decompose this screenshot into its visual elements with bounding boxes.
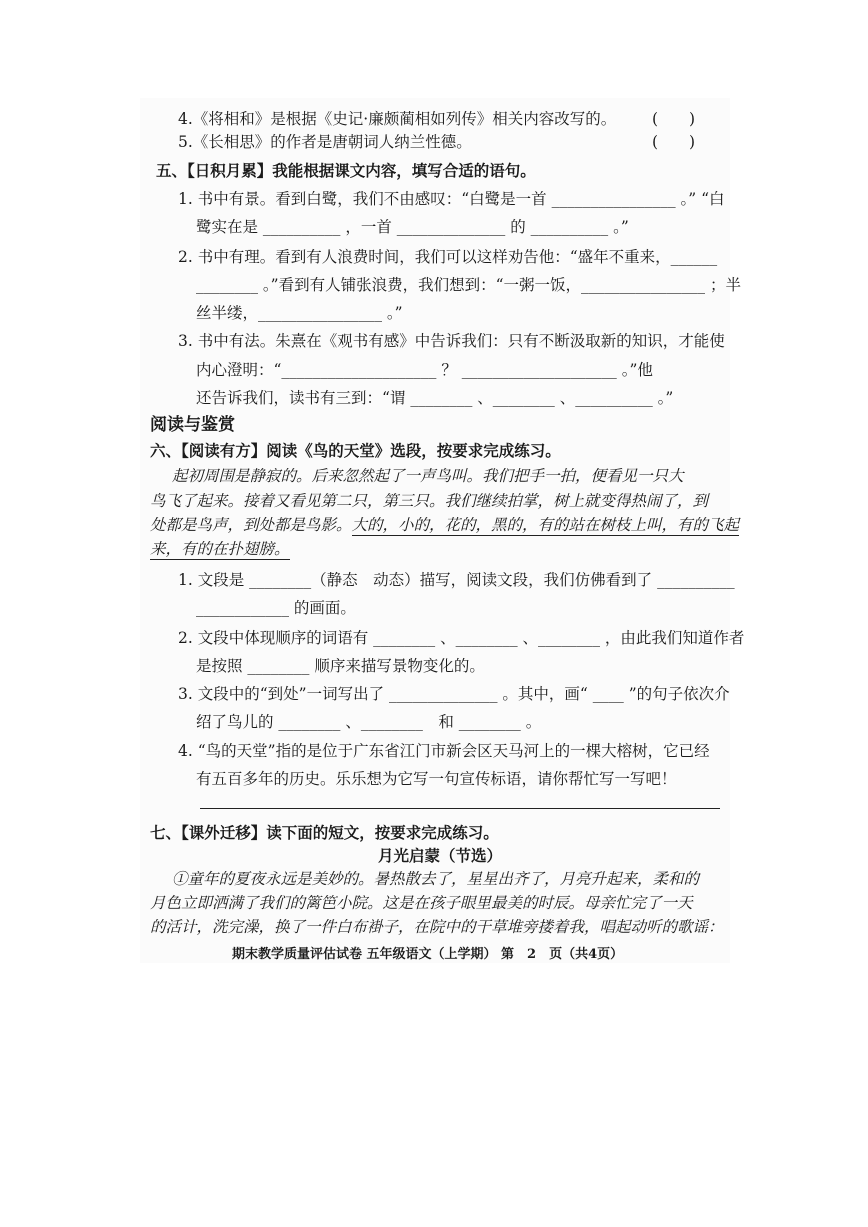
underlined-sentence-part1: 大的，小的，花的，黑的，有的站在树枝上叫，有的飞起: [351, 516, 740, 534]
s6-q4-line2: 有五百多年的历史。乐乐想为它写一句宣传标语，请你帮忙写一写吧！: [196, 770, 677, 788]
s6-q4-line1: 4. “鸟的天堂”指的是位于广东省江门市新会区天马河上的一棵大榕树，它已经: [178, 742, 710, 760]
passage-line-1: 起初周围是静寂的。后来忽然起了一声鸟叫。我们把手一拍，便看见一只大: [172, 467, 684, 485]
s5-q2-line2: ________ 。”看到有人铺张浪费，我们想到：“一粥一饭，________________ ；半: [196, 276, 741, 294]
passage-line-4: [150, 538, 290, 560]
slogan-answer-line[interactable]: [200, 808, 720, 809]
judge-item-4: 4.《将相和》是根据《史记·廉颇蔺相如列传》相关内容改写的。: [178, 110, 617, 128]
s5-q1-line2: 鹭实在是 __________ ，一首 ______________ 的 __________ 。”: [196, 218, 629, 236]
article-title: 月光启蒙（节选）: [378, 846, 503, 865]
s6-q3-line2: 绍了鸟儿的 ________ 、________ 和 ________ 。: [196, 713, 542, 731]
section5-heading: 五、【日积月累】我能根据课文内容，填写合适的语句。: [156, 161, 536, 180]
answer-paren-4[interactable]: ( ): [652, 110, 696, 128]
section6-heading: 六、【阅读有方】阅读《鸟的天堂》选段，按要求完成练习。: [150, 441, 561, 460]
page-footer: 期末教学质量评估试卷 五年级语文（上学期） 第 2 页（共4页）: [232, 947, 624, 962]
underlined-sentence-part2: 来，有的在扑翅膀。: [150, 540, 290, 558]
answer-paren-5[interactable]: ( ): [652, 133, 696, 151]
s6-q3-line1: 3. 文段中的“到处”一词写出了 ______________ 。其中，画“ ____ ”的句子依次介: [178, 685, 730, 703]
section7-heading: 七、【课外迁移】读下面的短文，按要求完成练习。: [150, 823, 499, 842]
article-p1-line2: 月色立即洒满了我们的篱笆小院。这是在孩子眼里最美的时辰。母亲忙完了一天: [150, 894, 693, 912]
s5-q3-line2: 内心澄明：“____________________ ？ ____________________ 。”他: [196, 361, 653, 379]
passage-line-2: 鸟飞了起来。接着又看见第二只，第三只。我们继续拍掌，树上就变得热闹了，到: [150, 492, 709, 510]
s6-q2-line1: 2. 文段中体现顺序的词语有 ________ 、________ 、________ ，由此我们知道作者: [178, 629, 745, 647]
article-p1-line1: ①童年的夏夜永远是美妙的。暑热散去了，星星出齐了，月亮升起来，柔和的: [172, 870, 700, 888]
s6-q2-line2: 是按照 ________ 顺序来描写景物变化的。: [196, 657, 485, 675]
passage-line-3: [150, 514, 739, 536]
passage-line-3a: 处都是鸟声，到处都是鸟影。: [150, 516, 352, 534]
s5-q2-line1: 2. 书中有理。看到有人浪费时间，我们可以这样劝告他：“盛年不重来，______: [178, 248, 718, 266]
s6-q1-line1: 1. 文段是 ________（静态 动态）描写，阅读文段，我们仿佛看到了 __________: [178, 571, 735, 589]
s5-q3-line1: 3. 书中有法。朱熹在《观书有感》中告诉我们：只有不断汲取新的知识，才能使: [178, 332, 725, 350]
s5-q1-line1: 1. 书中有景。看到白鹭，我们不由感叹：“白鹭是一首 ________________ 。” “白: [178, 190, 725, 208]
s5-q2-line3: 丝半缕，________________ 。”: [196, 304, 403, 322]
reading-title: 阅读与鉴赏: [150, 415, 235, 435]
s6-q1-line2: ____________ 的画面。: [196, 599, 356, 617]
judge-item-5: 5.《长相思》的作者是唐朝词人纳兰性德。: [178, 133, 472, 151]
s5-q3-line3: 还告诉我们，读书有三到：“谓 ________ 、________ 、__________ 。”: [196, 389, 674, 407]
article-p1-line3: 的活计，洗完澡，换了一件白布褂子，在院中的干草堆旁搂着我，唱起动听的歌谣：: [150, 918, 724, 936]
